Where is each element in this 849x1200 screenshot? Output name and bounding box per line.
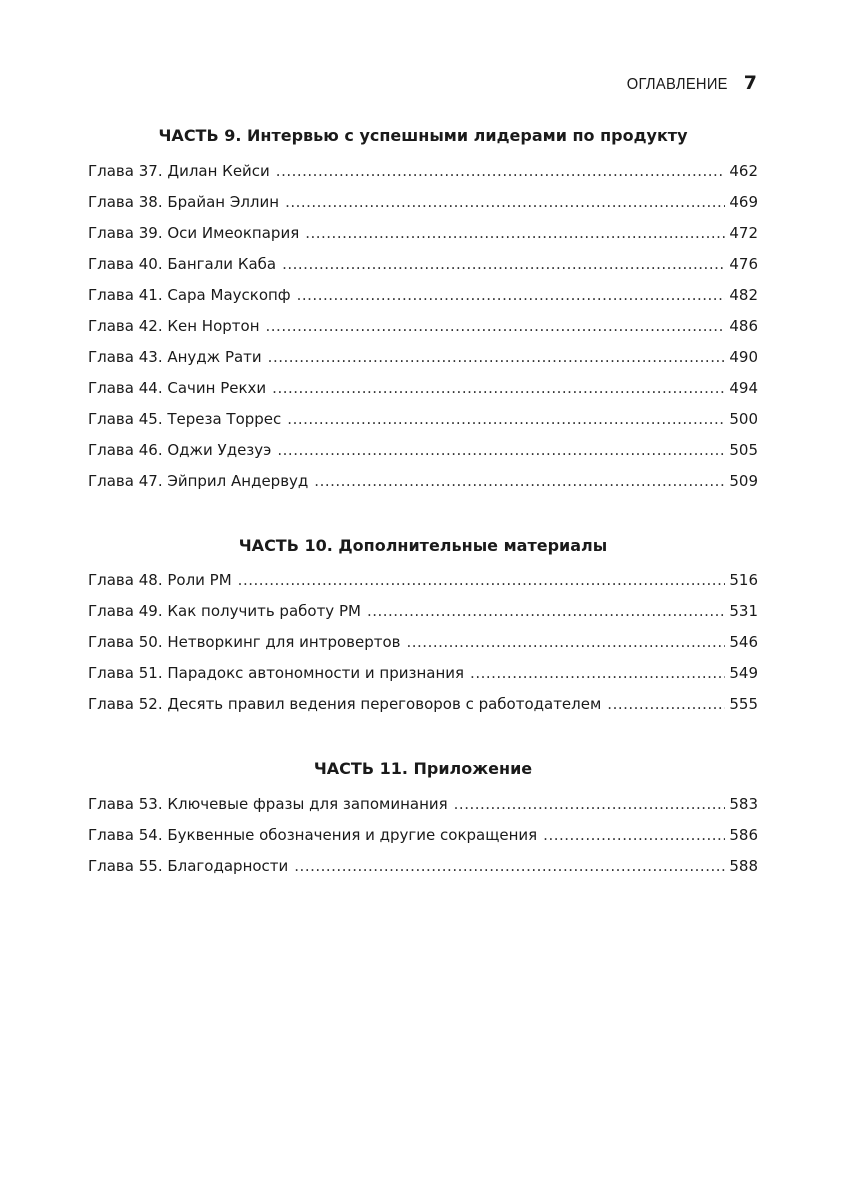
dot-leader: [305, 224, 725, 242]
dot-leader: [294, 857, 725, 875]
chapter-title: Глава 48. Роли PM: [88, 571, 232, 589]
toc-entry: [88, 602, 758, 624]
dot-leader: [282, 255, 725, 273]
chapter-title: Глава 42. Кен Нортон: [88, 317, 260, 335]
chapter-page: 482: [729, 286, 758, 304]
chapter-title: Глава 49. Как получить работу PM: [88, 602, 361, 620]
toc-entry: [88, 193, 758, 215]
dot-leader: [470, 664, 725, 682]
chapter-title: Глава 55. Благодарности: [88, 857, 289, 875]
dot-leader: [314, 472, 725, 490]
chapter-title: Глава 54. Буквенные обозначения и другие сокращения: [88, 826, 538, 844]
dot-leader: [238, 571, 726, 589]
toc-entry: [88, 695, 758, 717]
toc-entry: [88, 633, 758, 655]
chapter-page: 494: [729, 379, 758, 397]
dot-leader: [272, 379, 725, 397]
chapter-page: 531: [729, 602, 758, 620]
running-title: ОГЛАВЛЕНИЕ: [626, 76, 728, 93]
chapter-page: 472: [729, 224, 758, 242]
chapter-page: 476: [729, 255, 758, 273]
dot-leader: [454, 795, 726, 813]
chapter-title: Глава 53. Ключевые фразы для запоминания: [88, 795, 448, 813]
dot-leader: [276, 162, 726, 180]
dot-leader: [297, 286, 726, 304]
chapter-title: Глава 37. Дилан Кейси: [88, 162, 270, 180]
chapter-title: Глава 46. Оджи Удезуэ: [88, 441, 272, 459]
chapter-page: 500: [729, 410, 758, 428]
running-header: [618, 72, 757, 94]
page-number: 7: [743, 72, 757, 94]
chapter-title: Глава 44. Сачин Рекхи: [88, 379, 267, 397]
dot-leader: [266, 317, 726, 335]
dot-leader: [367, 602, 725, 620]
chapter-page: 516: [729, 571, 758, 589]
chapter-title: Глава 43. Анудж Рати: [88, 348, 262, 366]
toc-entry: [88, 286, 758, 308]
part-title: ЧАСТЬ 9. Интервью с успешными лидерами по продукту: [158, 126, 688, 145]
toc-entry: [88, 162, 758, 184]
dot-leader: [543, 826, 725, 844]
chapter-page: 469: [729, 193, 758, 211]
chapter-page: 486: [729, 317, 758, 335]
part-title: ЧАСТЬ 10. Дополнительные материалы: [238, 536, 608, 555]
chapter-title: Глава 47. Эйприл Андервуд: [88, 472, 309, 490]
chapter-page: 588: [729, 857, 758, 875]
toc-entry: [88, 224, 758, 246]
chapter-page: 490: [729, 348, 758, 366]
chapter-page: 509: [729, 472, 758, 490]
toc-entry: [88, 571, 758, 593]
dot-leader: [287, 410, 725, 428]
chapter-title: Глава 50. Нетворкинг для интровертов: [88, 633, 401, 651]
toc-entry: [88, 348, 758, 370]
dot-leader: [268, 348, 726, 366]
chapter-page: 505: [729, 441, 758, 459]
toc-entry: [88, 255, 758, 277]
chapter-title: Глава 38. Брайан Эллин: [88, 193, 280, 211]
toc-entry: [88, 826, 758, 848]
chapter-page: 583: [729, 795, 758, 813]
part-title: ЧАСТЬ 11. Приложение: [313, 759, 533, 778]
chapter-title: Глава 45. Тереза Торрес: [88, 410, 282, 428]
chapter-title: Глава 39. Оси Имеокпария: [88, 224, 300, 242]
toc-entry: [88, 664, 758, 686]
chapter-page: 546: [729, 633, 758, 651]
toc-entry: [88, 441, 758, 463]
chapter-title: Глава 51. Парадокс автономности и признания: [88, 664, 465, 682]
chapter-page: 462: [729, 162, 758, 180]
toc-entry: [88, 795, 758, 817]
chapter-page: 549: [729, 664, 758, 682]
chapter-title: Глава 52. Десять правил ведения переговоров с работодателем: [88, 695, 602, 713]
chapter-page: 555: [729, 695, 758, 713]
dot-leader: [407, 633, 726, 651]
chapter-title: Глава 41. Сара Маускопф: [88, 286, 291, 304]
dot-leader: [277, 441, 725, 459]
chapter-title: Глава 40. Бангали Каба: [88, 255, 277, 273]
toc-entry: [88, 472, 758, 494]
chapter-page: 586: [729, 826, 758, 844]
toc-entry: [88, 379, 758, 401]
toc-entry: [88, 317, 758, 339]
toc-entry: [88, 410, 758, 432]
toc-entry: [88, 857, 758, 879]
dot-leader: [607, 695, 725, 713]
dot-leader: [285, 193, 725, 211]
